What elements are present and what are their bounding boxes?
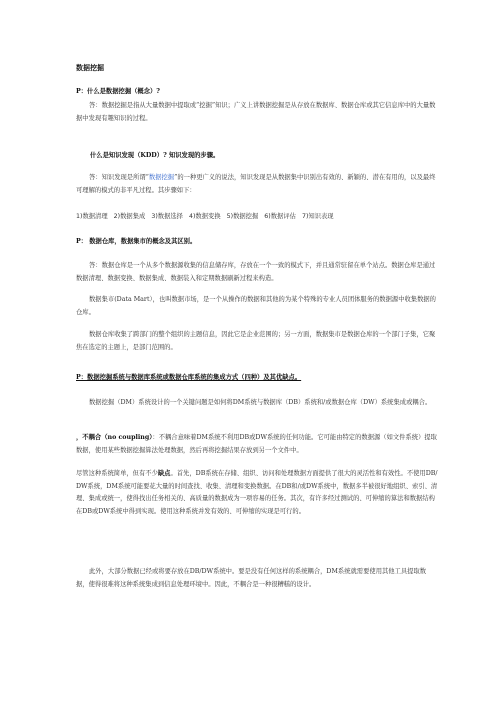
drawbacks-label: 缺点 [157, 470, 171, 477]
question-3-paragraph-1: 答：数据仓库是一个从多个数据源收集的信息储存库，存放在一个一致的模式下，并且通常驻留在单个站点。数据仓库是通过数据清理、数据变换、数据集成、数据装入和定期数据刷新过程来构造。 [76, 262, 436, 282]
question-3-paragraph-3: 数据仓库收集了跨部门的整个组织的主题信息，因此它是企业范围的；另一方面，数据集市是数据仓库的一个部门子集，它聚焦在选定的主题上，是部门范围的。 [76, 331, 436, 351]
step-6: 6)数据评估 [264, 213, 296, 220]
data-mining-link[interactable]: 数据挖掘 [148, 174, 175, 181]
step-5: 5)数据挖掘 [226, 213, 259, 220]
question-1-heading: P：什么是数据挖掘（概念）? [76, 88, 160, 95]
question-4-paragraph-2 [76, 432, 438, 457]
question-2-heading: 什么是知识发现（KDD）? 知识发现的步骤。 [90, 152, 220, 159]
step-3: 3)数据选择 [151, 213, 183, 220]
question-2-answer [76, 172, 438, 197]
answer-suffix: ”的一种更广义的说法，知识发现是从数据集中识别出有效的、新颖的、潜在有用的，以及最终可理解的模式的非平凡过程。其步骤如下： [76, 174, 436, 194]
question-4-paragraph-3 [76, 468, 438, 518]
drawbacks-post: 。首先，DB系统在存储、组织、访问和处理数据方面提供了很大的灵活性和有效性。不使用DB/DW系统，DM系统可能要花大量的时间查找、收集、清理和变换数据。在DB和/或DW系统中，数据多半被很好地组织、索引、清理、集成或统一，使得找出任务相关的、高质量的数据成为一项容易的任务。其次，有许多经过测试的、可伸缩的算法和数据结构在DB或DW系统中得到实现。使用这种系统并发有效的、可伸缩的实现是可行的。 [76, 470, 438, 515]
step-2: 2)数据集成 [113, 213, 146, 220]
question-4-heading: P：数据挖掘系统与数据库系统或数据仓库系统的集成方式（四种）及其优缺点。 [76, 374, 302, 381]
question-4-paragraph-4: 此外，大部分数据已经或将要存放在DB/DW系统中。要是没有任何这样的系统耦合，DM系统就需要使用其他工具提取数据，使得很难将这种系统集成到信息处理环境中。因此，不耦合是一种很糟糕的设计。 [76, 568, 427, 588]
kdd-steps-list [76, 211, 438, 224]
document-title: 数据挖掘 [76, 63, 104, 72]
step-1: 1)数据清理 [76, 213, 108, 220]
no-coupling-label: ，不耦合（no coupling） [76, 434, 153, 441]
question-3-heading: P： 数据仓库，数据集市的概念及其区别。 [76, 238, 197, 245]
answer-prefix: 答：知识发现是所谓“ [89, 174, 149, 181]
question-4-paragraph-1: 数据挖掘（DM）系统设计的一个关键问题是如何将DM系统与数据库（DB）系统和/或数据仓库（DW）系统集成或耦合。 [89, 399, 432, 406]
step-7: 7)知识表现 [301, 213, 334, 220]
question-3-paragraph-2: 数据集市(Data Mart），也叫数据市场，是一个从操作的数据和其他的为某个特殊的专业人员团体服务的数据源中收集数据的仓库。 [76, 296, 436, 316]
step-4: 4)数据变换 [188, 213, 221, 220]
question-1-answer: 答：数据挖掘是指从大量数据中提取或“挖掘”知识；广义上讲数据挖掘是从存放在数据库、数据仓库或其它信息库中的大量数据中发现有趣知识的过程。 [76, 102, 436, 122]
drawbacks-pre: 尽管这种系统简单，但有不少 [76, 470, 158, 477]
no-coupling-text: ：不耦合意味着DM系统不利用DB或DW系统的任何功能。它可能由特定的数据源（如文件系统）提取数据，使用某些数据挖掘算法处理数据，然后再将挖掘结果存放到另一个文件中。 [76, 434, 437, 454]
